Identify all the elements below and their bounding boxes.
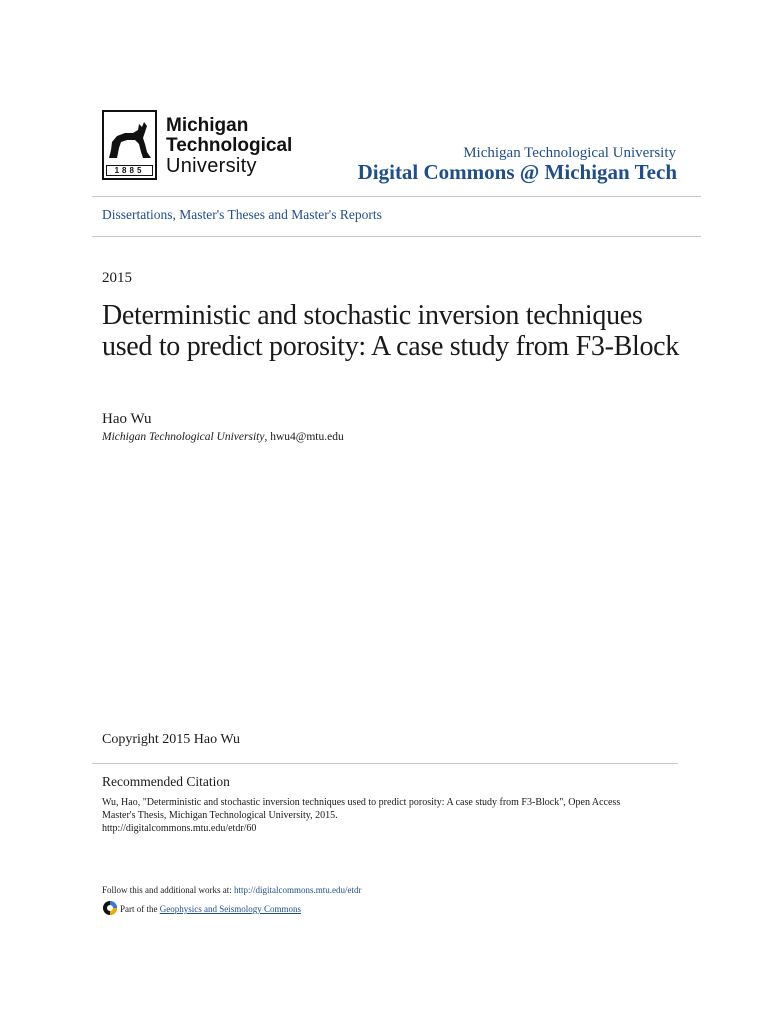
divider-bottom [92, 236, 701, 237]
part-of-line [102, 900, 301, 920]
citation-line-1: Wu, Hao, "Deterministic and stochastic inversion techniques used to predict porosity: A case study from F3-Block", Open Access [102, 797, 621, 808]
author-name: Hao Wu [102, 411, 152, 427]
follow-line [102, 885, 362, 895]
university-logo [102, 110, 312, 182]
affiliation-name: Michigan Technological University [102, 431, 265, 443]
header-digital-commons-link[interactable]: Digital Commons @ Michigan Tech [357, 160, 677, 184]
citation-url: http://digitalcommons.mtu.edu/etdr/60 [102, 823, 257, 834]
follow-text: Follow this and additional works at: [102, 885, 234, 895]
copyright-notice: Copyright 2015 Hao Wu [102, 732, 241, 747]
document-title: Deterministic and stochastic inversion techniques used to predict porosity: A case study from F3-Block [102, 300, 679, 362]
logo-year: 1885 [106, 165, 153, 176]
logo-line-3: University [166, 155, 257, 177]
bepress-icon [102, 900, 118, 918]
logo-emblem [102, 110, 157, 180]
logo-line-1: Michigan [166, 115, 249, 136]
geophysics-commons-link[interactable]: Geophysics and Seismology Commons [159, 904, 301, 914]
husky-icon [107, 118, 153, 162]
citation-text [102, 796, 662, 835]
citation-heading: Recommended Citation [102, 774, 230, 789]
author-affiliation [102, 431, 344, 443]
divider-citation [92, 763, 678, 764]
collection-link[interactable]: Dissertations, Master's Theses and Master's Reports [102, 207, 382, 222]
publication-year: 2015 [102, 270, 132, 286]
header-university-link[interactable]: Michigan Technological University [463, 145, 676, 161]
logo-wordmark [166, 116, 292, 176]
part-of-text: Part of the [120, 904, 160, 914]
citation-line-2: Master's Thesis, Michigan Technological University, 2015. [102, 810, 338, 821]
author-email: , hwu4@mtu.edu [264, 431, 344, 443]
follow-link[interactable]: http://digitalcommons.mtu.edu/etdr [234, 885, 362, 895]
divider-top [92, 196, 701, 197]
logo-line-2: Technological [166, 135, 293, 156]
